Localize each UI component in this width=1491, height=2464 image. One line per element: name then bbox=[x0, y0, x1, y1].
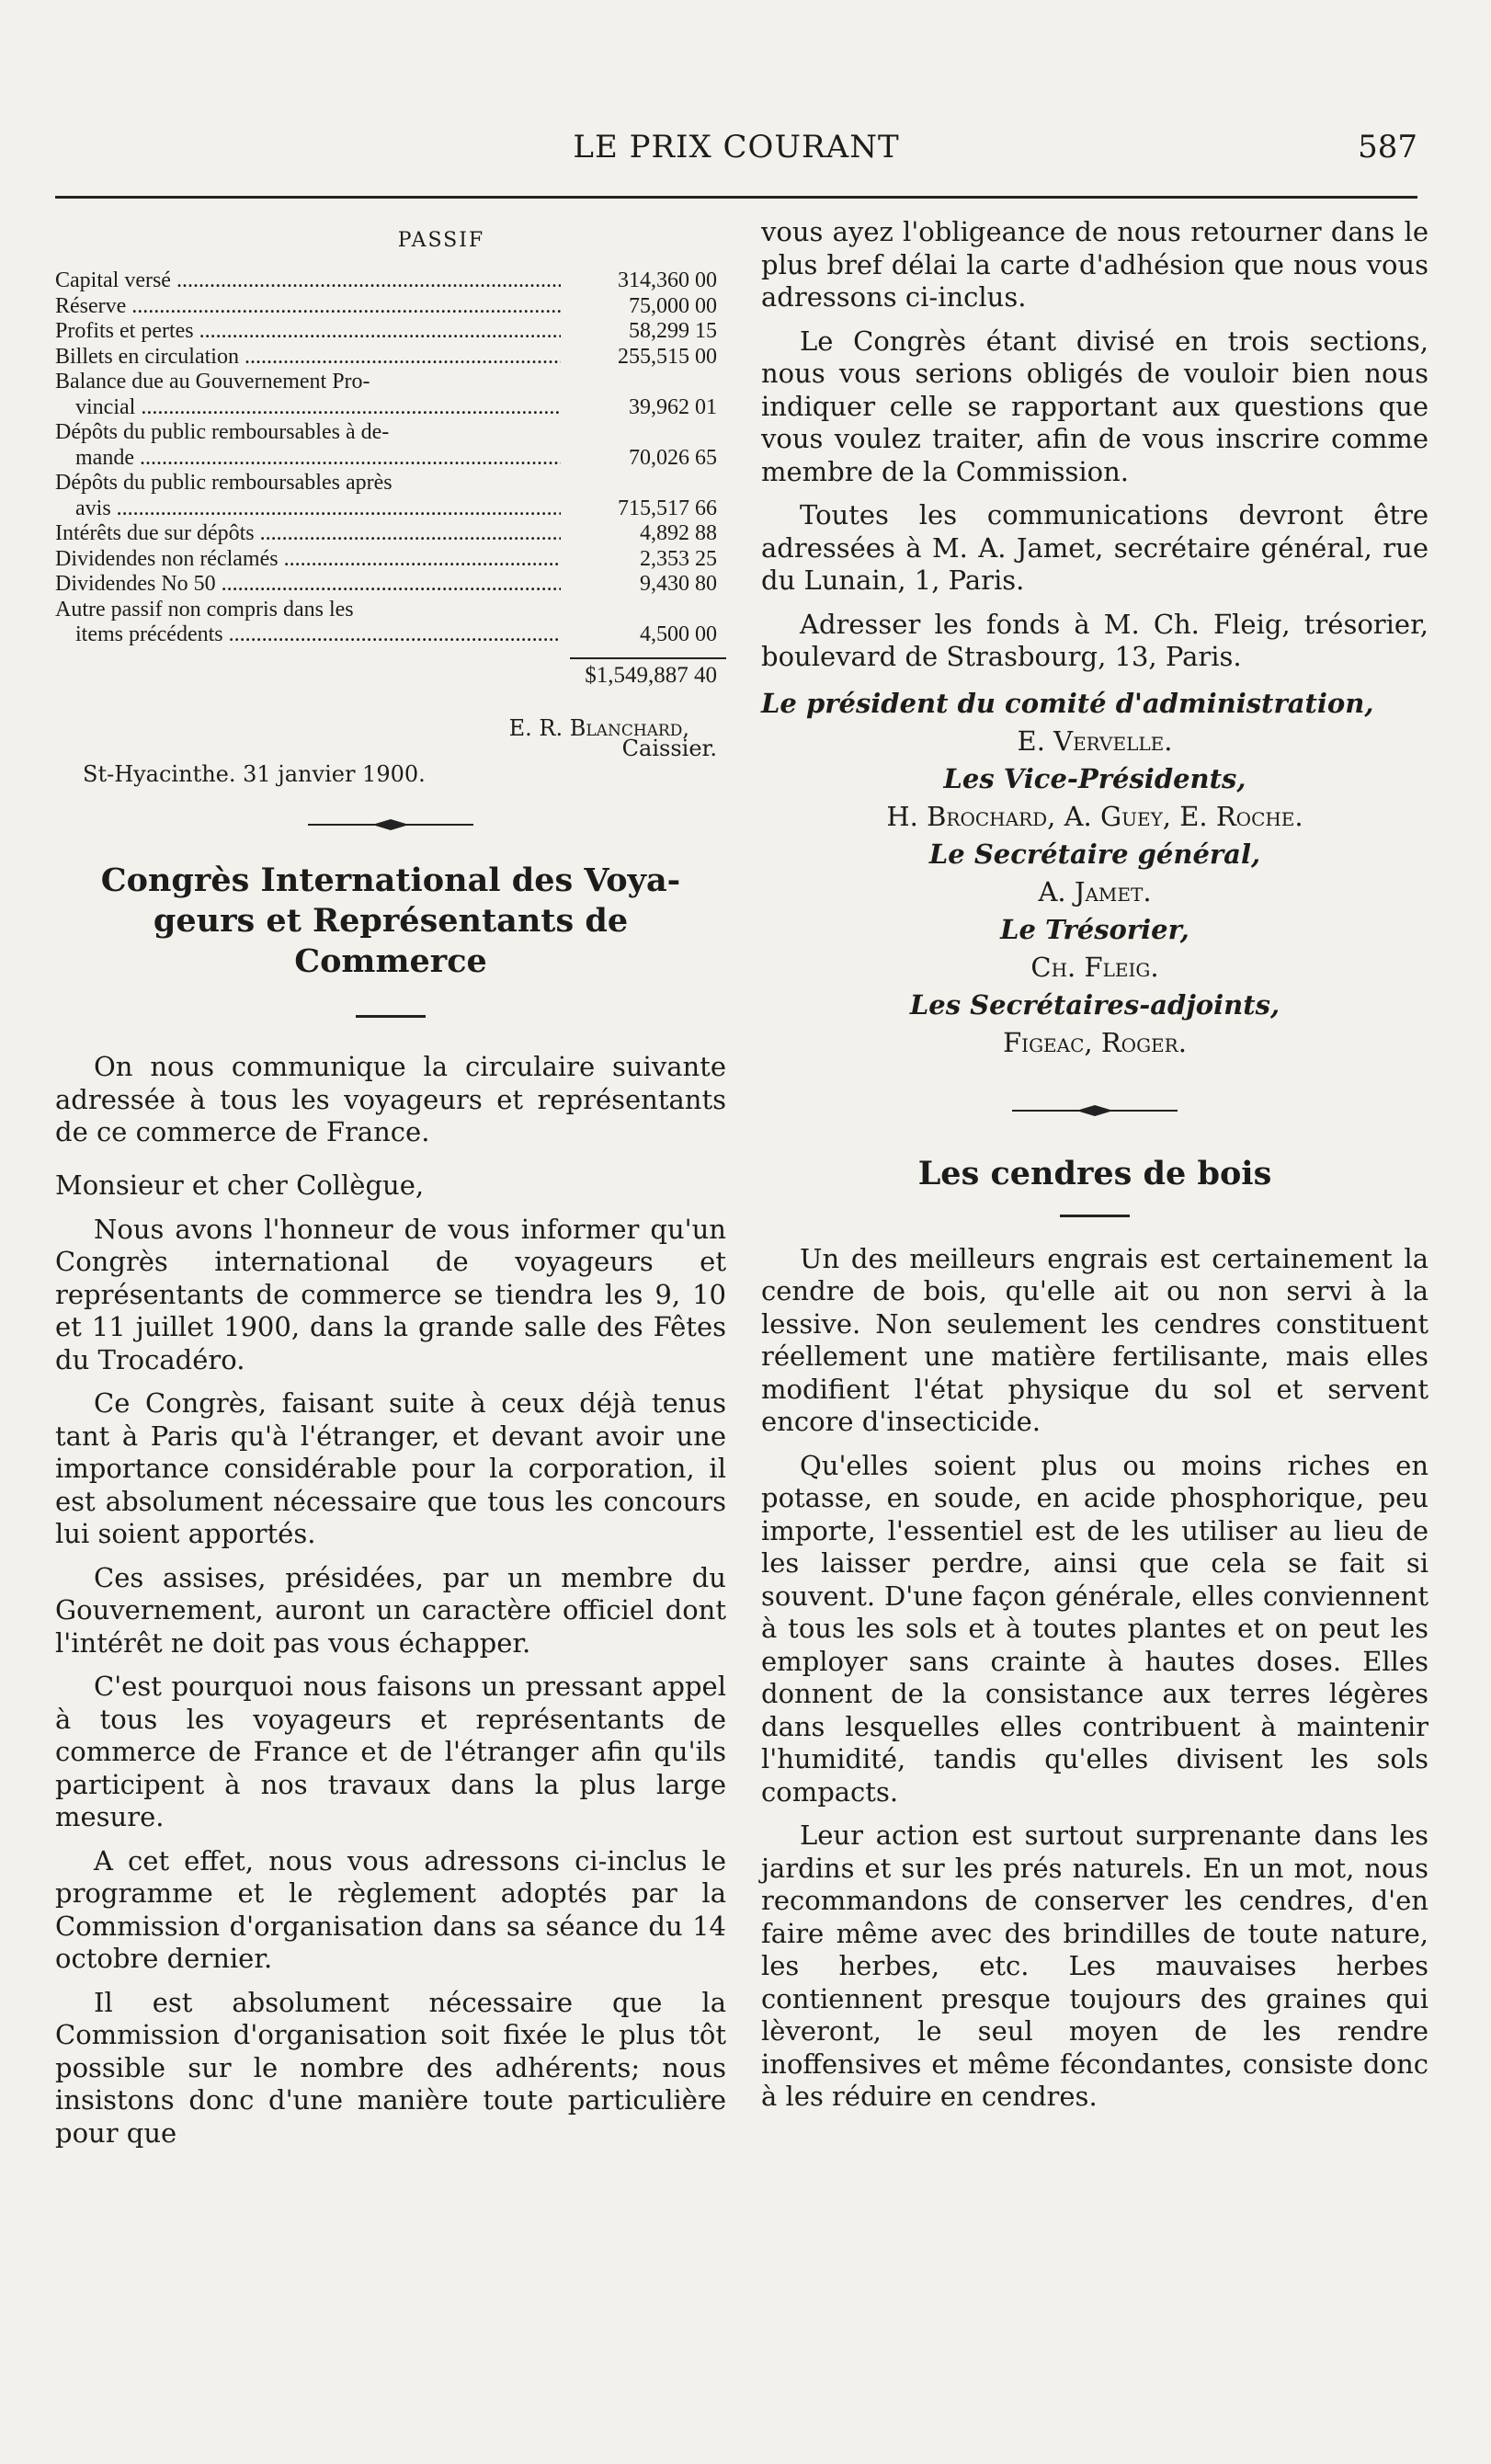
ledger-heading: PASSIF bbox=[397, 229, 485, 252]
ledger-row bbox=[55, 420, 726, 471]
title-rule bbox=[356, 1015, 426, 1018]
ledger-table bbox=[55, 268, 726, 688]
ledger-label: Profits et pertes ..... bbox=[55, 319, 561, 345]
article-paragraph: Toutes les communications devront être adressées à M. A. Jamet, secrétaire général, rue du Lunain, 1, Paris. bbox=[761, 499, 1428, 596]
signatory: E. R. Blanchard, bbox=[508, 715, 689, 741]
ledger-amount: 39,962 01 bbox=[629, 394, 717, 419]
place-date: St-Hyacinthe. 31 janvier 1900. bbox=[83, 761, 426, 787]
article-title-line: Congrès International des Voya- bbox=[100, 861, 681, 899]
ledger-label: Dividendes non réclamés ..... bbox=[55, 547, 561, 573]
ledger-label-line2: mande ..... bbox=[55, 446, 561, 472]
ledger-amount: 75,000 00 bbox=[629, 293, 717, 318]
ledger-amount: 314,360 00 bbox=[618, 268, 717, 292]
article-paragraph: A cet effet, nous vous adressons ci-inclus le programme et le règlement adoptés par la Commission d'organisation dans sa séance du 14 octobre dernier. bbox=[55, 1844, 726, 1974]
signature-title: Les Secrétaires-adjoints, bbox=[909, 988, 1280, 1021]
ledger-row bbox=[55, 319, 726, 345]
article-paragraph: Adresser les fonds à M. Ch. Fleig, trésorier, boulevard de Strasbourg, 13, Paris. bbox=[761, 608, 1428, 672]
salutation: Monsieur et cher Collègue, bbox=[55, 1169, 425, 1201]
diamond-rule-icon bbox=[308, 818, 473, 831]
ledger-row bbox=[55, 471, 726, 521]
article-paragraph: Il est absolument nécessaire que la Commission d'organisation soit fixée le plus tôt possible sur le nombre des adhérents; nous insistons donc d'une manière toute particulière pour que bbox=[55, 1986, 726, 2149]
ledger-amount: 255,515 00 bbox=[618, 344, 717, 369]
left-column bbox=[55, 216, 726, 2150]
article-paragraph: vous ayez l'obligeance de nous retourner dans le plus bref délai la carte d'adhésion que nous vous adressons ci-inclus. bbox=[761, 216, 1428, 313]
article-paragraph: C'est pourquoi nous faisons un pressant appel à tous les voyageurs et représentants de commerce de France et de l'étranger afin qu'ils participent à nos travaux dans la plus large mesure. bbox=[55, 1671, 726, 1832]
header-rule bbox=[55, 196, 1417, 199]
article-paragraph: Ces assises, présidées, par un membre du Gouvernement, auront un caractère officiel dont l'intérêt ne doit pas vous échapper. bbox=[55, 1561, 726, 1659]
ledger-amount: 2,353 25 bbox=[640, 546, 717, 571]
ledger-label-line2: vincial ..... bbox=[55, 395, 561, 421]
ledger-label-line1: Dépôts du public remboursables à de- bbox=[55, 420, 390, 444]
ledger-label: Dividendes No 50 ..... bbox=[55, 572, 561, 598]
ledger-label: Capital versé ..... bbox=[55, 268, 561, 294]
ledger-label bbox=[55, 370, 561, 420]
signature-title: Le président du comité d'administration, bbox=[761, 687, 1374, 719]
article-title: Les cendres de bois bbox=[917, 1154, 1272, 1192]
ledger-row bbox=[55, 521, 726, 547]
ledger-row bbox=[55, 572, 726, 598]
ledger-label-line1: Balance due au Gouvernement Pro- bbox=[55, 370, 370, 394]
ledger-row bbox=[55, 370, 726, 420]
ledger-label-line2: avis ..... bbox=[55, 496, 561, 522]
signature-names: Figeac, Roger. bbox=[1003, 1026, 1187, 1058]
ledger-row bbox=[55, 598, 726, 648]
ledger-label-line2: items précédents ..... bbox=[55, 622, 561, 648]
ledger-total: $1,549,887 40 bbox=[585, 662, 717, 688]
article-paragraph: Qu'elles soient plus ou moins riches en potasse, en soude, en acide phosphorique, peu importe, l'essentiel est de les utiliser au lieu de les laisser perdre, ainsi que cela se fait si souvent. D'une façon générale, elles conviennent à tous les sols et à toutes plantes et on peut les employer sans crainte à hautes doses. Elles donnent de la consistance aux terres légères dans lesquelles elles contribuent à maintenir l'humidité, tandis qu'elles divisent les sols compacts. bbox=[761, 1449, 1428, 1808]
article-paragraph: Le Congrès étant divisé en trois sections, nous vous serions obligés de vouloir bien nous indiquer celle se rapportant aux questions que vous voulez traiter, afin de vous inscrire comme membre de la Commission. bbox=[761, 325, 1428, 487]
article-title-line: Commerce bbox=[294, 942, 487, 980]
ledger-row bbox=[55, 345, 726, 371]
ledger-amount: 70,026 65 bbox=[629, 445, 717, 470]
diamond-rule-icon bbox=[1012, 1104, 1178, 1117]
signature-title: Les Vice-Présidents, bbox=[943, 762, 1246, 794]
ledger-row bbox=[55, 294, 726, 320]
title-rule bbox=[1060, 1215, 1130, 1217]
ledger-amount: 58,299 15 bbox=[629, 319, 717, 343]
ledger-label-line1: Dépôts du public remboursables après bbox=[55, 471, 393, 495]
article-paragraph: Un des meilleurs engrais est certainement la cendre de bois, qu'elle ait ou non servi à la lessive. Non seulement les cendres constituent réellement une matière fertilisante, mais elles modifient l'état physique du sol et servent encore d'insecticide. bbox=[761, 1242, 1428, 1437]
signatory-role: Caissier. bbox=[621, 736, 717, 761]
ledger-amount: 9,430 80 bbox=[640, 572, 717, 596]
ledger-label: Intérêts due sur dépôts ..... bbox=[55, 521, 561, 547]
ornament-divider bbox=[761, 1104, 1428, 1117]
ledger-label bbox=[55, 420, 561, 471]
signature-block bbox=[761, 685, 1428, 1062]
article-paragraph: Leur action est surtout surprenante dans les jardins et sur les prés naturels. En un mot, nous recommandons de conserver les cendres, d'en faire même avec des brindilles de toute nature, les herbes, etc. Les mauvaises herbes contiennent presque toujours des graines qui lèveront, le seul moyen de les rendre inoffensives et même fécondantes, consiste donc à les réduire en cendres. bbox=[761, 1819, 1428, 2112]
page-number: 587 bbox=[1358, 129, 1417, 165]
total-rule bbox=[570, 657, 726, 659]
signature-title: Le Trésorier, bbox=[1000, 913, 1189, 945]
signature-names: Ch. Fleig. bbox=[1030, 951, 1159, 983]
article-paragraph: Ce Congrès, faisant suite à ceux déjà tenus tant à Paris qu'à l'étranger, et devant avoir une importance considérable pour la corporation, il est absolument nécessaire que tous les concours lui soient apportés. bbox=[55, 1387, 726, 1549]
signature-names: E. Vervelle. bbox=[1017, 724, 1173, 757]
signature-title: Le Secrétaire général, bbox=[928, 838, 1261, 870]
article-title-line: geurs et Représentants de bbox=[153, 902, 629, 940]
right-column bbox=[761, 216, 1428, 2114]
signature-names: A. Jamet. bbox=[1038, 875, 1152, 907]
running-title: LE PRIX COURANT bbox=[573, 129, 900, 165]
ledger-label: Réserve ..... bbox=[55, 294, 561, 320]
ledger-row bbox=[55, 268, 726, 294]
article-title bbox=[55, 861, 726, 982]
ledger-amount: 4,500 00 bbox=[640, 622, 717, 646]
ornament-divider bbox=[55, 818, 726, 831]
ledger-row bbox=[55, 547, 726, 573]
ledger-amount: 4,892 88 bbox=[640, 521, 717, 545]
ledger-label bbox=[55, 598, 561, 648]
article-intro: On nous communique la circulaire suivante adressée à tous les voyageurs et représentants de ce commerce de France. bbox=[55, 1051, 726, 1147]
ledger-label: Billets en circulation ..... bbox=[55, 345, 561, 371]
ledger-amount: 715,517 66 bbox=[618, 496, 717, 520]
ledger-label bbox=[55, 471, 561, 521]
page-header bbox=[55, 129, 1417, 184]
article-paragraph: Nous avons l'honneur de vous informer qu'un Congrès international de voyageurs et représentants de commerce se tiendra les 9, 10 et 11 juillet 1900, dans la grande salle des Fêtes du Trocadéro. bbox=[55, 1213, 726, 1375]
signature-names: H. Brochard, A. Guey, E. Roche. bbox=[886, 800, 1303, 832]
ledger-label-line1: Autre passif non compris dans les bbox=[55, 597, 354, 622]
